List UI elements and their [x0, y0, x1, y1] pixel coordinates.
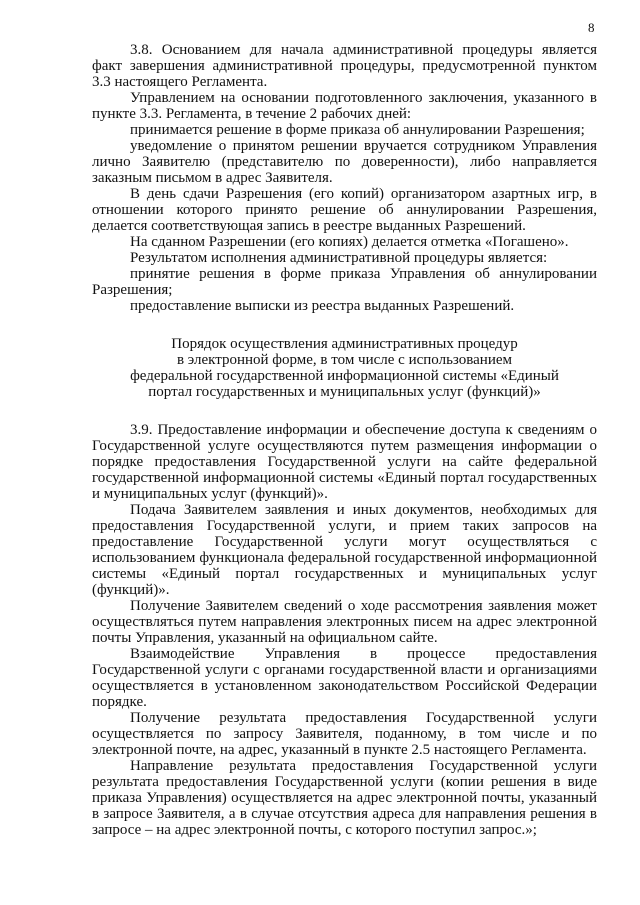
heading-line: федеральной государственной информационной системы «Единый — [130, 368, 559, 384]
paragraph: Получение Заявителем сведений о ходе рассмотрения заявления может осуществляться путем направления электронных писем на адрес электронной почты Управления, указанный на официальном сайте. — [92, 598, 597, 646]
heading-line: Порядок осуществления административных процедур — [171, 336, 518, 352]
paragraph: Получение результата предоставления Государственной услуги осуществляется по запросу Заявителя, поданному, в том числе и по электронной почте, на адрес, указанный в пункте 2.5 настоящего Регламента. — [92, 710, 597, 758]
heading-line: в электронной форме, в том числе с использованием — [176, 352, 513, 368]
section-heading — [92, 336, 597, 400]
heading-line: портал государственных и муниципальных услуг (функций)» — [148, 384, 541, 400]
paragraph: На сданном Разрешении (его копиях) делается отметка «Погашено». — [130, 234, 569, 250]
paragraph: принимается решение в форме приказа об аннулировании Разрешения; — [130, 122, 585, 138]
paragraph: предоставление выписки из реестра выданных Разрешений. — [130, 298, 515, 314]
paragraph: Подача Заявителем заявления и иных документов, необходимых для предоставления Государственной услуги, и прием таких запросов на предоставление Государственной услуги могут осуществляться с использованием функционала федеральной государственной информационной системы «Единый портал государственных и муниципальных услуг (функций)». — [92, 502, 597, 598]
paragraph: 3.8. Основанием для начала административной процедуры является факт завершения административной процедуры, предусмотренной пунктом 3.3 настоящего Регламента. — [92, 42, 597, 90]
paragraph: Результатом исполнения административной процедуры является: — [130, 250, 548, 266]
paragraph: Направление результата предоставления Государственной услуги результата предоставления Государственной услуги (копии решения в виде приказа Управления) осуществляется на адрес электронной почты, указанный в запросе Заявителя, а в случае отсутствия адреса для направления решения в запросе – на адрес электронной почты, с которого поступил запрос.»; — [92, 758, 597, 838]
paragraph: В день сдачи Разрешения (его копий) организатором азартных игр, в отношении которого принято решение об аннулировании Разрешения, делается соответствующая запись в реестре выданных Разрешений. — [92, 186, 597, 234]
paragraph: 3.9. Предоставление информации и обеспечение доступа к сведениям о Государственной услуге осуществляются путем размещения информации о порядке предоставления Государственной услуги на сайте федеральной государственной информационной системы «Единый портал государственных и муниципальных услуг (функций)». — [92, 422, 597, 502]
document-body — [92, 42, 597, 838]
paragraph: уведомление о принятом решении вручается сотрудником Управления лично Заявителю (представителю по доверенности), либо направляется заказным письмом в адрес Заявителя. — [92, 138, 597, 186]
page-number: 8 — [588, 20, 595, 35]
paragraph: Взаимодействие Управления в процессе предоставления Государственной услуги с органами государственной власти и организациями осуществляется в установленном законодательством Российской Федерации порядке. — [92, 646, 597, 710]
paragraph: Управлением на основании подготовленного заключения, указанного в пункте 3.3. Регламента, в течение 2 рабочих дней: — [92, 90, 597, 122]
paragraph: принятие решения в форме приказа Управления об аннулировании Разрешения; — [92, 266, 597, 298]
